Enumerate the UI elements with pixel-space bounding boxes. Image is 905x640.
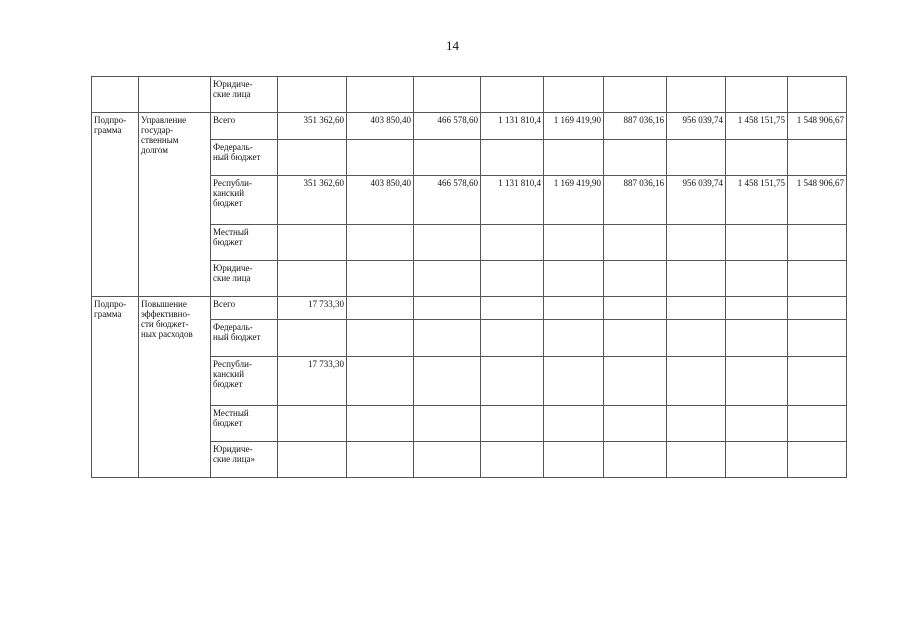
source-cell: Всего (211, 113, 278, 140)
value-cell (667, 406, 726, 442)
source-cell: Всего (211, 297, 278, 320)
value-cell (667, 297, 726, 320)
value-cell (347, 320, 414, 357)
value-cell (414, 225, 481, 261)
table-row (92, 297, 847, 320)
value-cell (347, 442, 414, 478)
value-cell (414, 140, 481, 176)
value-cell (604, 406, 667, 442)
value-cell (667, 442, 726, 478)
value-cell (667, 77, 726, 113)
value-cell: 351 362,60 (278, 113, 347, 140)
page-number: 14 (446, 38, 459, 53)
value-cell: 1 131 810,4 (481, 176, 544, 225)
value-cell (481, 77, 544, 113)
value-cell (604, 225, 667, 261)
value-cell (726, 442, 788, 478)
value-cell: 466 578,60 (414, 176, 481, 225)
value-cell: 1 169 419,90 (544, 113, 604, 140)
value-cell (604, 261, 667, 297)
value-cell (278, 442, 347, 478)
value-cell (481, 320, 544, 357)
value-cell (347, 297, 414, 320)
value-cell (544, 406, 604, 442)
value-cell (544, 320, 604, 357)
value-cell (726, 297, 788, 320)
value-cell (481, 297, 544, 320)
value-cell (544, 357, 604, 406)
value-cell: 887 036,16 (604, 176, 667, 225)
value-cell: 1 548 906,67 (788, 176, 847, 225)
value-cell (788, 442, 847, 478)
value-cell (726, 320, 788, 357)
value-cell (726, 357, 788, 406)
source-cell: Юридиче- ские лица» (211, 442, 278, 478)
value-cell (278, 77, 347, 113)
table-row (92, 113, 847, 140)
source-cell: Местный бюджет (211, 406, 278, 442)
value-cell (544, 261, 604, 297)
value-cell (414, 442, 481, 478)
value-cell (414, 297, 481, 320)
value-cell (278, 225, 347, 261)
value-cell (544, 77, 604, 113)
value-cell (667, 225, 726, 261)
value-cell (726, 261, 788, 297)
source-cell: Федераль- ный бюджет (211, 140, 278, 176)
value-cell: 1 548 906,67 (788, 113, 847, 140)
value-cell: 1 169 419,90 (544, 176, 604, 225)
value-cell (544, 225, 604, 261)
type-cell (92, 77, 139, 113)
value-cell (604, 77, 667, 113)
value-cell (726, 140, 788, 176)
value-cell (788, 140, 847, 176)
value-cell: 403 850,40 (347, 113, 414, 140)
value-cell (788, 225, 847, 261)
subprogram-name-cell: Повышение эффективно- сти бюджет- ных расходов (139, 297, 211, 478)
value-cell (278, 140, 347, 176)
table-row (92, 77, 847, 113)
value-cell (667, 320, 726, 357)
value-cell: 1 458 151,75 (726, 176, 788, 225)
source-cell: Федераль- ный бюджет (211, 320, 278, 357)
value-cell: 17 733,30 (278, 297, 347, 320)
value-cell: 466 578,60 (414, 113, 481, 140)
value-cell (544, 442, 604, 478)
subprogram-type-cell: Подпро- грамма (92, 297, 139, 478)
value-cell (667, 261, 726, 297)
value-cell (788, 297, 847, 320)
value-cell: 403 850,40 (347, 176, 414, 225)
value-cell (544, 140, 604, 176)
subprogram-type-cell: Подпро- грамма (92, 113, 139, 297)
value-cell (726, 406, 788, 442)
value-cell: 1 458 151,75 (726, 113, 788, 140)
value-cell (788, 406, 847, 442)
value-cell (726, 77, 788, 113)
value-cell (347, 140, 414, 176)
value-cell (788, 77, 847, 113)
value-cell (604, 140, 667, 176)
value-cell (788, 320, 847, 357)
value-cell (604, 357, 667, 406)
value-cell (481, 406, 544, 442)
source-cell: Юридиче- ские лица (211, 77, 278, 113)
value-cell (347, 261, 414, 297)
value-cell (544, 297, 604, 320)
value-cell (414, 357, 481, 406)
value-cell (347, 77, 414, 113)
value-cell (604, 442, 667, 478)
value-cell (278, 320, 347, 357)
value-cell (414, 320, 481, 357)
value-cell (347, 225, 414, 261)
value-cell (414, 261, 481, 297)
value-cell (481, 225, 544, 261)
value-cell (481, 442, 544, 478)
value-cell: 1 131 810,4 (481, 113, 544, 140)
source-cell: Местный бюджет (211, 225, 278, 261)
value-cell (604, 297, 667, 320)
value-cell (278, 406, 347, 442)
source-cell: Республи- канский бюджет (211, 357, 278, 406)
value-cell: 956 039,74 (667, 176, 726, 225)
value-cell (667, 357, 726, 406)
value-cell (726, 225, 788, 261)
value-cell (667, 140, 726, 176)
value-cell (347, 406, 414, 442)
value-cell (278, 261, 347, 297)
value-cell: 351 362,60 (278, 176, 347, 225)
value-cell (788, 357, 847, 406)
value-cell: 956 039,74 (667, 113, 726, 140)
value-cell (414, 77, 481, 113)
subprogram-name-cell: Управление государ- ственным долгом (139, 113, 211, 297)
value-cell (481, 140, 544, 176)
value-cell: 887 036,16 (604, 113, 667, 140)
budget-table (91, 76, 847, 478)
name-cell (139, 77, 211, 113)
value-cell (604, 320, 667, 357)
value-cell (414, 406, 481, 442)
value-cell: 17 733,30 (278, 357, 347, 406)
source-cell: Юридиче- ские лица (211, 261, 278, 297)
value-cell (788, 261, 847, 297)
value-cell (347, 357, 414, 406)
value-cell (481, 261, 544, 297)
source-cell: Республи- канский бюджет (211, 176, 278, 225)
value-cell (481, 357, 544, 406)
